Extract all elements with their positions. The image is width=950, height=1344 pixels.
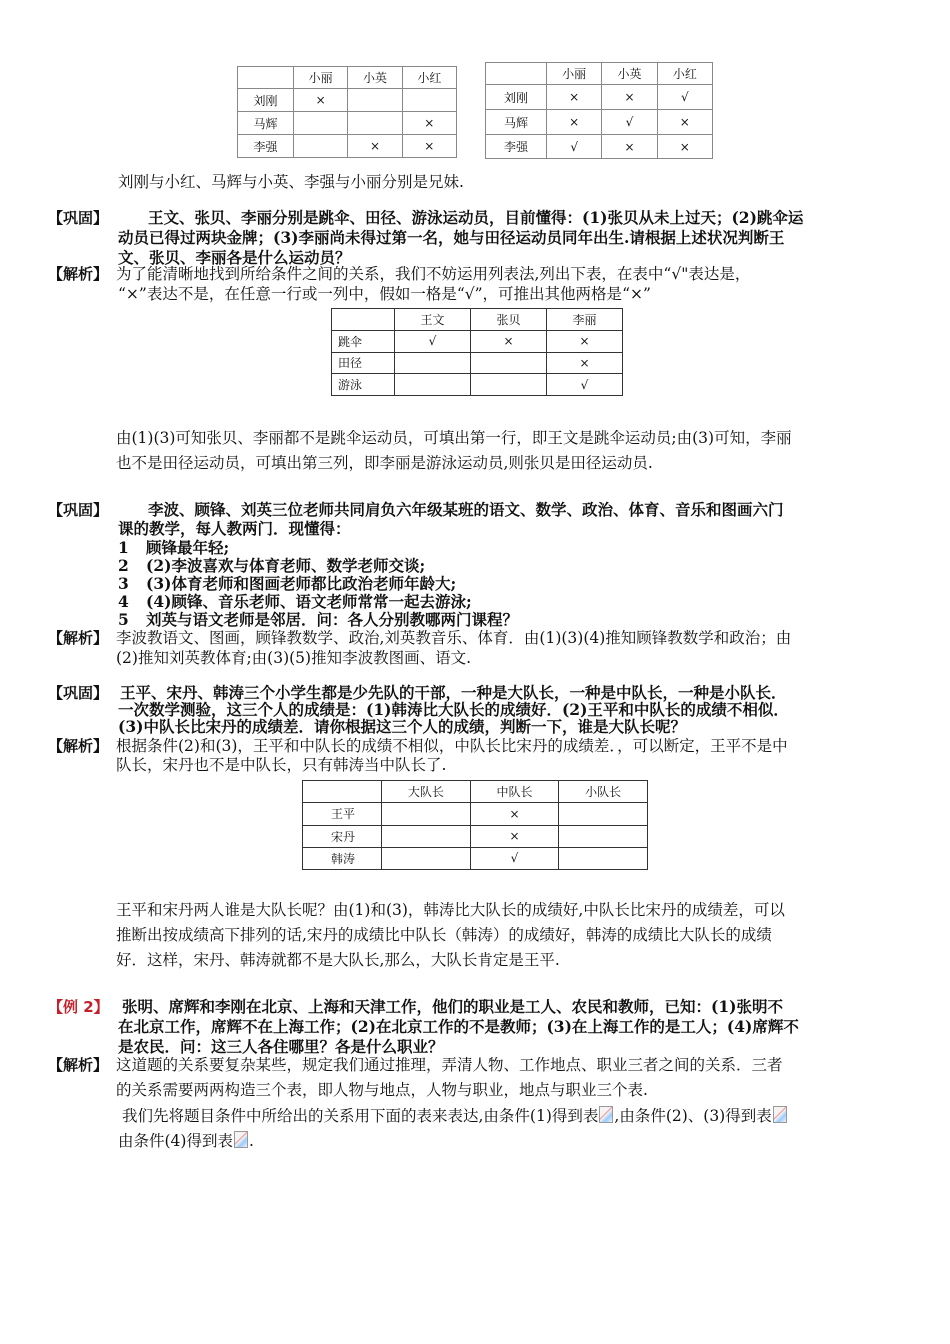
answer-text: 队长，宋丹也不是中队长，只有韩涛当中队长了. xyxy=(116,756,447,774)
table-cell: 田径 xyxy=(332,352,395,374)
table-header-cell: 张贝 xyxy=(471,309,547,331)
condition-text: (2)李波喜欢与体育老师、数学老师交谈; xyxy=(146,556,426,575)
answer-tag: 【解析】 xyxy=(48,1056,109,1074)
table-cell xyxy=(395,374,471,396)
table-cell: 刘刚 xyxy=(486,85,547,110)
problem-tag: 【巩固】 xyxy=(48,684,109,702)
table-cell: × xyxy=(547,85,602,110)
problem-text: 张明、席辉和李刚在北京、上海和天津工作，他们的职业是工人、农民和教师，已知：(1)张明不 xyxy=(122,997,783,1016)
answer-text-segment: ,由条件(2)、(3)得到表 xyxy=(614,1107,772,1125)
table-cell: 李强 xyxy=(486,135,547,159)
table-cell: 刘刚 xyxy=(238,89,294,112)
table-header-cell: 小英 xyxy=(602,63,657,85)
table-cell: × xyxy=(657,110,712,135)
answer-text-segment: 我们先将题目条件中所给出的关系用下面的表来表达,由条件(1)得到表 xyxy=(122,1107,599,1125)
table-cell: × xyxy=(547,110,602,135)
table-thumbnail-icon xyxy=(234,1131,248,1148)
table-cell: 李强 xyxy=(238,135,294,158)
table-header-cell: 小队长 xyxy=(559,781,648,803)
followup-text: 好．这样，宋丹、韩涛就都不是大队长,那么，大队长肯定是王平. xyxy=(116,951,560,969)
table-cell xyxy=(382,803,471,825)
table-cell: × xyxy=(348,135,402,158)
table-cell: × xyxy=(402,112,456,135)
table-cell: √ xyxy=(395,330,471,352)
conclusion-text: 刘刚与小红、马辉与小英、李强与小丽分别是兄妹. xyxy=(118,173,464,191)
table-cell: × xyxy=(471,330,547,352)
table-siblings-solved xyxy=(485,62,713,159)
table-cell: × xyxy=(547,330,623,352)
problem-text: (3)中队长比宋丹的成绩差．请你根据这三个人的成绩，判断一下，谁是大队长呢？ xyxy=(118,717,686,736)
table-athletes xyxy=(331,308,623,396)
answer-text: 为了能清晰地找到所给条件之间的关系，我们不妨运用列表法,列出下表，在表中“√"表达是， xyxy=(116,265,751,283)
condition-number: 4 xyxy=(118,592,129,611)
answer-text: (2)推知刘英教体育;由(3)(5)推知李波教图画、语文. xyxy=(116,649,472,667)
answer-tag: 【解析】 xyxy=(48,737,109,755)
answer-text: 李波教语文、图画，顾锋教数学、政治,刘英教音乐、体育．由(1)(3)(4)推知顾锋教数学和政治；由 xyxy=(116,629,792,647)
table-team-leaders xyxy=(302,780,648,870)
table-header-cell xyxy=(332,309,395,331)
table-cell: 韩涛 xyxy=(303,847,382,869)
table-cell: √ xyxy=(602,110,657,135)
table-cell xyxy=(471,352,547,374)
condition-number: 2 xyxy=(118,556,129,575)
table-header-cell: 李丽 xyxy=(547,309,623,331)
problem-text: 在北京工作，席辉不在上海工作；(2)在北京工作的不是教师；(3)在上海工作的是工人；(4)席辉不 xyxy=(118,1017,799,1036)
table-cell: 马辉 xyxy=(486,110,547,135)
problem-text: 一次数学测验，这三个人的成绩是：(1)韩涛比大队长的成绩好．(2)王平和中队长的成绩不相似． xyxy=(118,700,789,719)
answer-tag: 【解析】 xyxy=(48,629,109,647)
answer-text xyxy=(118,1131,254,1151)
table-cell: √ xyxy=(470,847,559,869)
table-cell: × xyxy=(602,85,657,110)
problem-text: 是农民．问：这三人各住哪里？各是什么职业？ xyxy=(118,1037,444,1056)
condition-text: 刘英与语文老师是邻居．问：各人分别教哪两门课程？ xyxy=(146,610,519,629)
table-cell: √ xyxy=(547,374,623,396)
table-cell: × xyxy=(657,135,712,159)
table-thumbnail-icon xyxy=(599,1106,613,1123)
table-cell xyxy=(382,825,471,847)
table-cell: 宋丹 xyxy=(303,825,382,847)
table-header-cell xyxy=(238,67,294,89)
table-cell xyxy=(559,825,648,847)
followup-text: 王平和宋丹两人谁是大队长呢？由(1)和(3)，韩涛比大队长的成绩好,中队长比宋丹的成绩差，可以 xyxy=(116,901,785,919)
table-cell xyxy=(294,135,348,158)
problem-text: 文、张贝、李丽各是什么运动员？ xyxy=(118,248,351,267)
table-cell xyxy=(395,352,471,374)
condition-number: 5 xyxy=(118,610,129,629)
table-cell: 游泳 xyxy=(332,374,395,396)
followup-text: 推断出按成绩高下排列的话,宋丹的成绩比中队长（韩涛）的成绩好，韩涛的成绩比大队长的成绩 xyxy=(116,926,772,944)
table-header-cell: 小红 xyxy=(657,63,712,85)
table-header-cell: 小丽 xyxy=(294,67,348,89)
problem-text: 王文、张贝、李丽分别是跳伞、田径、游泳运动员，目前懂得：(1)张贝从未上过天；(2)跳伞运 xyxy=(148,208,804,227)
table-cell xyxy=(559,847,648,869)
table-cell: × xyxy=(547,352,623,374)
table-cell: 王平 xyxy=(303,803,382,825)
table-cell: √ xyxy=(547,135,602,159)
table-cell: × xyxy=(402,135,456,158)
condition-number: 1 xyxy=(118,538,129,557)
answer-text: 的关系需要两两构造三个表，即人物与地点，人物与职业，地点与职业三个表. xyxy=(116,1081,648,1099)
table-cell xyxy=(382,847,471,869)
answer-text: 根据条件(2)和(3)，王平和中队长的成绩不相似，中队长比宋丹的成绩差．，可以断定，王平不是中 xyxy=(116,737,788,755)
table-header-cell xyxy=(486,63,547,85)
problem-text: 李波、顾锋、刘英三位老师共同肩负六年级某班的语文、数学、政治、体育、音乐和图画六门 xyxy=(148,500,784,519)
table-cell xyxy=(294,112,348,135)
table-siblings-initial xyxy=(237,66,457,158)
table-cell: × xyxy=(602,135,657,159)
table-cell: 跳伞 xyxy=(332,330,395,352)
condition-text: 顾锋最年轻; xyxy=(146,538,230,557)
table-header-cell xyxy=(303,781,382,803)
table-header-cell: 小英 xyxy=(348,67,402,89)
table-header-cell: 王文 xyxy=(395,309,471,331)
answer-text-segment: . xyxy=(248,1132,254,1150)
table-cell xyxy=(559,803,648,825)
example-tag: 【例 2】 xyxy=(48,998,109,1016)
condition-text: (3)体育老师和图画老师都比政治老师年龄大; xyxy=(146,574,457,593)
table-thumbnail-icon xyxy=(773,1106,787,1123)
table-cell xyxy=(348,112,402,135)
condition-number: 3 xyxy=(118,574,129,593)
table-cell: 马辉 xyxy=(238,112,294,135)
problem-tag: 【巩固】 xyxy=(48,209,109,227)
table-header-cell: 小红 xyxy=(402,67,456,89)
answer-text xyxy=(122,1106,788,1126)
problem-text: 动员已得过两块金牌；(3)李丽尚未得过第一名，她与田径运动员同年出生.请根据上述状况判断王 xyxy=(118,228,785,247)
table-cell xyxy=(348,89,402,112)
answer-tag: 【解析】 xyxy=(48,265,109,283)
table-header-cell: 小丽 xyxy=(547,63,602,85)
table-cell: × xyxy=(470,803,559,825)
table-cell: × xyxy=(470,825,559,847)
table-header-cell: 中队长 xyxy=(470,781,559,803)
problem-tag: 【巩固】 xyxy=(48,501,109,519)
table-cell xyxy=(402,89,456,112)
followup-text: 由(1)(3)可知张贝、李丽都不是跳伞运动员，可填出第一行，即王文是跳伞运动员;由(3)可知，李丽 xyxy=(116,429,792,447)
problem-text: 王平、宋丹、韩涛三个小学生都是少先队的干部，一种是大队长，一种是中队长，一种是小队长． xyxy=(120,683,787,702)
answer-text: 这道题的关系要复杂某些，规定我们通过推理，弄清人物、工作地点、职业三者之间的关系．三者 xyxy=(116,1056,783,1074)
table-cell: √ xyxy=(657,85,712,110)
table-cell: × xyxy=(294,89,348,112)
followup-text: 也不是田径运动员，可填出第三列，即李丽是游泳运动员,则张贝是田径运动员. xyxy=(116,454,653,472)
answer-text: “×”表达不是，在任意一行或一列中，假如一格是“√”，可推出其他两格是“×” xyxy=(118,285,651,303)
answer-text-segment: 由条件(4)得到表 xyxy=(118,1132,233,1150)
table-header-cell: 大队长 xyxy=(382,781,471,803)
table-cell xyxy=(471,374,547,396)
condition-text: (4)顾锋、音乐老师、语文老师常常一起去游泳; xyxy=(146,592,472,611)
problem-text: 课的教学，每人教两门．现懂得： xyxy=(118,519,351,538)
